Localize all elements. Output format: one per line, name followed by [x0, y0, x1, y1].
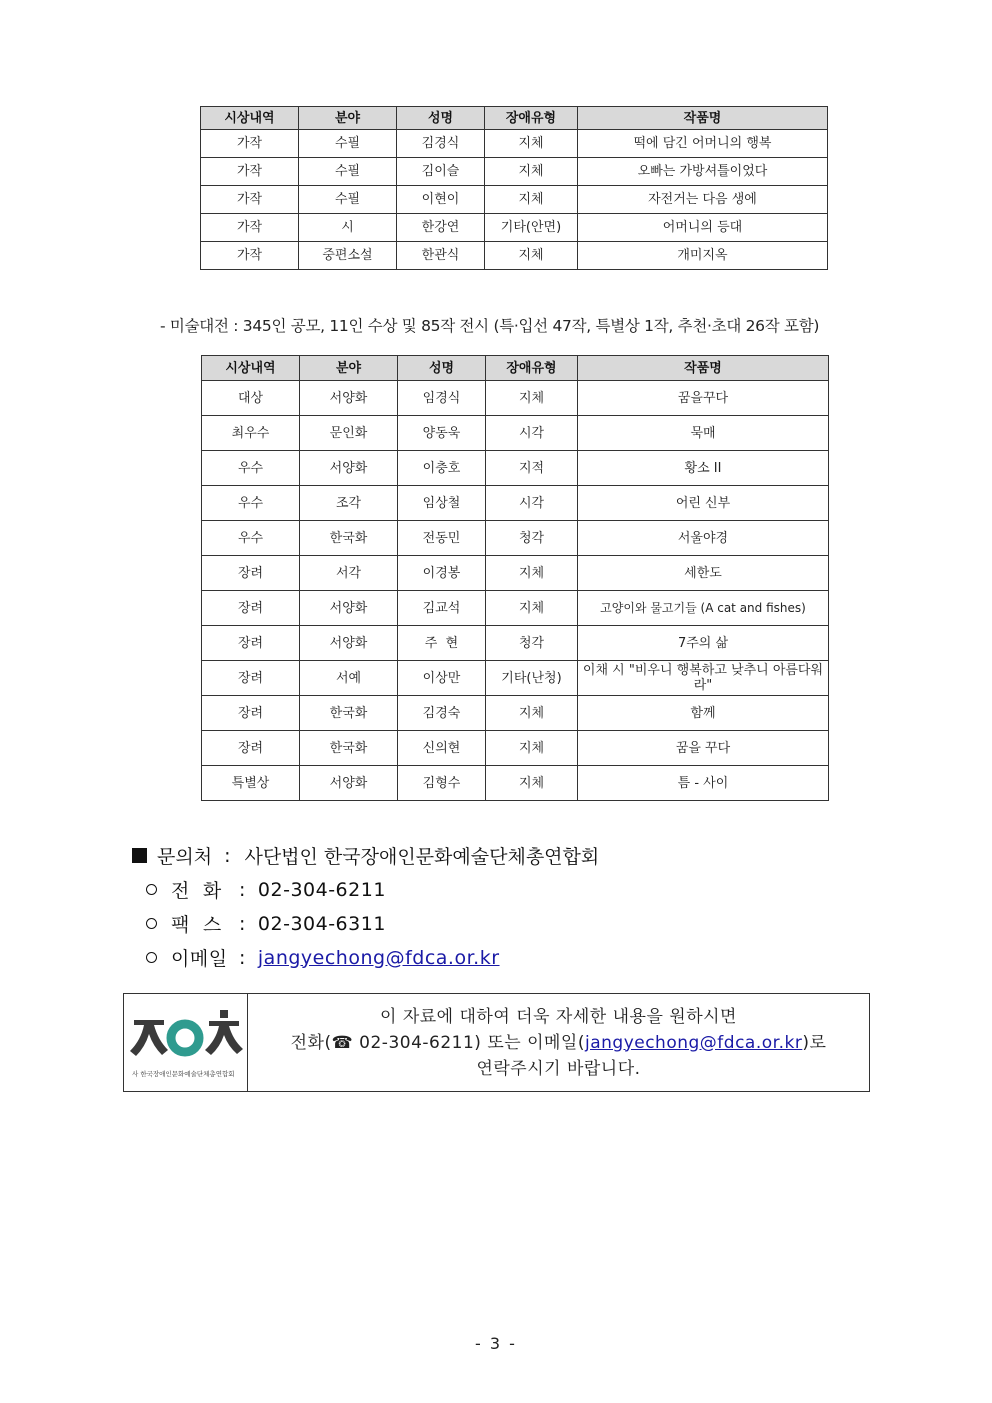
table-row: [201, 214, 828, 242]
column-header: 작품명: [578, 356, 829, 381]
field-cell: 문인화: [300, 416, 398, 451]
field-cell: 수필: [299, 130, 397, 158]
contact-phone-line: [146, 876, 386, 903]
name-cell: 김형수: [398, 766, 486, 801]
inquiry-message: [248, 994, 869, 1091]
work-title-cell: 함께: [578, 696, 829, 731]
award-cell: 가작: [201, 242, 299, 270]
column-header: 분야: [300, 356, 398, 381]
disability-cell: 청각: [486, 521, 578, 556]
award-cell: 가작: [201, 214, 299, 242]
award-cell: 장려: [202, 696, 300, 731]
table-header-row: [202, 356, 829, 381]
disability-cell: 지체: [486, 556, 578, 591]
organization-logo: [124, 994, 248, 1091]
inquiry-line-2-suffix: )로: [802, 1032, 827, 1053]
work-title-cell: 어린 신부: [578, 486, 829, 521]
column-header: 시상내역: [201, 107, 299, 130]
name-cell: 양동욱: [398, 416, 486, 451]
disability-cell: 기타(안면): [485, 214, 578, 242]
column-header: 시상내역: [202, 356, 300, 381]
award-cell: 가작: [201, 186, 299, 214]
email-link[interactable]: jangyechong@fdca.or.kr: [257, 946, 500, 969]
column-header: 분야: [299, 107, 397, 130]
award-cell: 가작: [201, 130, 299, 158]
work-title-cell: 꿈을꾸다: [578, 381, 829, 416]
field-cell: 조각: [300, 486, 398, 521]
award-cell: 장려: [202, 661, 300, 696]
disability-cell: 시각: [486, 416, 578, 451]
work-title-cell: 오빠는 가방셔틀이었다: [578, 158, 828, 186]
award-cell: 장려: [202, 626, 300, 661]
field-cell: 서양화: [300, 451, 398, 486]
table-row: [201, 130, 828, 158]
table-row: [202, 416, 829, 451]
work-title-cell: 7주의 삶: [578, 626, 829, 661]
disability-cell: 지체: [486, 696, 578, 731]
table-row: [202, 696, 829, 731]
field-cell: 시: [299, 214, 397, 242]
column-header: 장애유형: [486, 356, 578, 381]
table-row: [202, 381, 829, 416]
field-cell: 서양화: [300, 381, 398, 416]
award-cell: 장려: [202, 591, 300, 626]
circle-bullet-icon: [146, 884, 157, 895]
table-row: [201, 242, 828, 270]
name-cell: 김경식: [397, 130, 485, 158]
column-header: 장애유형: [485, 107, 578, 130]
disability-cell: 지체: [486, 591, 578, 626]
field-cell: 한국화: [300, 696, 398, 731]
page-number: - 3 -: [475, 1334, 517, 1353]
disability-cell: 지체: [485, 186, 578, 214]
work-title-cell: 세한도: [578, 556, 829, 591]
table-header-row: [201, 107, 828, 130]
table-row: [202, 556, 829, 591]
fax-label: 팩 스: [171, 914, 222, 936]
inquiry-line-1: 이 자료에 대하여 더욱 자세한 내용을 원하시면: [380, 1006, 737, 1027]
disability-cell: 지적: [486, 451, 578, 486]
disability-cell: 지체: [486, 381, 578, 416]
circle-bullet-icon: [146, 918, 157, 929]
table-row: [201, 158, 828, 186]
work-title-cell: 떡에 담긴 어머니의 행복: [578, 130, 828, 158]
award-cell: 최우수: [202, 416, 300, 451]
column-header: 성명: [398, 356, 486, 381]
name-cell: 신의현: [398, 731, 486, 766]
field-cell: 서예: [300, 661, 398, 696]
phone-number: 02-304-6211: [257, 878, 386, 901]
art-awards-table: [201, 355, 829, 801]
email-colon: :: [239, 946, 246, 969]
name-cell: 이상만: [398, 661, 486, 696]
disability-cell: 지체: [485, 242, 578, 270]
column-header: 성명: [397, 107, 485, 130]
award-cell: 우수: [202, 521, 300, 556]
award-cell: 장려: [202, 731, 300, 766]
name-cell: 한강연: [397, 214, 485, 242]
work-title-cell: 이채 시 "비우니 행복하고 낮추니 아름다워라": [578, 661, 829, 696]
field-cell: 수필: [299, 186, 397, 214]
table-row: [202, 486, 829, 521]
award-cell: 특별상: [202, 766, 300, 801]
field-cell: 서각: [300, 556, 398, 591]
fax-number: 02-304-6311: [257, 912, 386, 935]
name-cell: 이충호: [398, 451, 486, 486]
table-row: [201, 186, 828, 214]
organization-name: 사단법인 한국장애인문화예술단체총연합회: [244, 846, 600, 868]
work-title-cell: 서울야경: [578, 521, 829, 556]
name-cell: 주 현: [398, 626, 486, 661]
name-cell: 임경식: [398, 381, 486, 416]
art-exhibition-note: - 미술대전 : 345인 공모, 11인 수상 및 85작 전시 (특·입선 47작, 특별상 1작, 추천·초대 26작 포함): [160, 317, 820, 335]
award-cell: 우수: [202, 486, 300, 521]
contact-heading-label: 문의처: [157, 846, 213, 868]
work-title-cell: 어머니의 등대: [578, 214, 828, 242]
field-cell: 한국화: [300, 731, 398, 766]
disability-cell: 지체: [485, 158, 578, 186]
work-title-cell: 틈 - 사이: [578, 766, 829, 801]
table-row: [202, 521, 829, 556]
work-title-cell: 묵매: [578, 416, 829, 451]
field-cell: 중편소설: [299, 242, 397, 270]
literature-awards-table: [200, 106, 828, 270]
column-header: 작품명: [578, 107, 828, 130]
work-title-cell: 꿈을 꾸다: [578, 731, 829, 766]
inquiry-info-box: [123, 993, 870, 1092]
square-bullet-icon: [132, 848, 147, 863]
phone-colon: :: [239, 878, 246, 901]
disability-cell: 지체: [486, 766, 578, 801]
name-cell: 한관식: [397, 242, 485, 270]
award-cell: 가작: [201, 158, 299, 186]
table-row: [202, 626, 829, 661]
table-row: [202, 661, 829, 696]
disability-cell: 기타(난청): [486, 661, 578, 696]
field-cell: 서양화: [300, 591, 398, 626]
inquiry-line-3: 연락주시기 바랍니다.: [476, 1058, 641, 1079]
name-cell: 이현이: [397, 186, 485, 214]
work-title-cell: 고양이와 물고기들 (A cat and fishes): [578, 591, 829, 626]
name-cell: 이경봉: [398, 556, 486, 591]
contact-fax-line: [146, 910, 386, 937]
table-row: [202, 731, 829, 766]
award-cell: 장려: [202, 556, 300, 591]
inquiry-line-2: [291, 1030, 827, 1056]
disability-cell: 지체: [486, 731, 578, 766]
field-cell: 서양화: [300, 626, 398, 661]
fax-colon: :: [239, 912, 246, 935]
contact-email-line: [146, 944, 500, 971]
award-cell: 우수: [202, 451, 300, 486]
field-cell: 한국화: [300, 521, 398, 556]
table-row: [202, 766, 829, 801]
contact-heading-colon: :: [224, 844, 231, 867]
disability-cell: 청각: [486, 626, 578, 661]
disability-cell: 지체: [485, 130, 578, 158]
disability-cell: 시각: [486, 486, 578, 521]
award-cell: 대상: [202, 381, 300, 416]
email-label: 이메일: [171, 948, 228, 970]
name-cell: 전동민: [398, 521, 486, 556]
logo-caption: 사 한국장애인문화예술단체총연합회: [132, 1070, 235, 1078]
phone-label: 전 화: [171, 880, 222, 902]
work-title-cell: 개미지옥: [578, 242, 828, 270]
work-title-cell: 황소 II: [578, 451, 829, 486]
field-cell: 서양화: [300, 766, 398, 801]
inquiry-email-link[interactable]: jangyechong@fdca.or.kr: [584, 1032, 803, 1053]
table-row: [202, 591, 829, 626]
inquiry-line-2-prefix: 전화(☎ 02-304-6211) 또는 이메일(: [290, 1032, 585, 1053]
name-cell: 김교석: [398, 591, 486, 626]
name-cell: 김이슬: [397, 158, 485, 186]
field-cell: 수필: [299, 158, 397, 186]
name-cell: 김경숙: [398, 696, 486, 731]
work-title-cell: 자전거는 다음 생에: [578, 186, 828, 214]
circle-bullet-icon: [146, 952, 157, 963]
name-cell: 임상철: [398, 486, 486, 521]
table-row: [202, 451, 829, 486]
contact-heading: [132, 842, 599, 869]
